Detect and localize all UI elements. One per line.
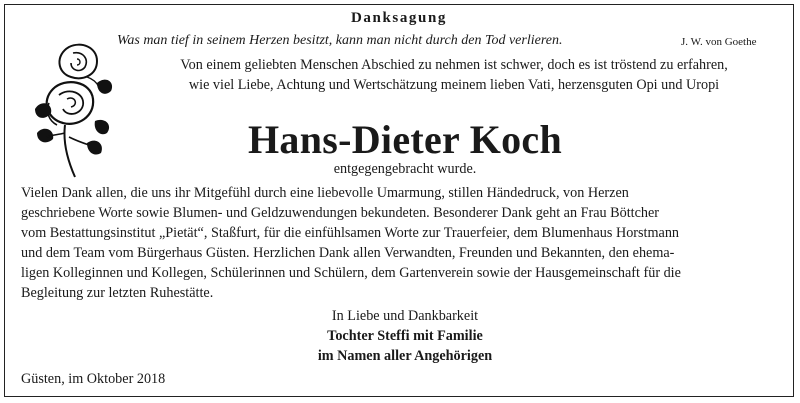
obituary-frame [4, 4, 794, 397]
paragraph-line: und dem Team vom Bürgerhaus Güsten. Herzlichen Dank allen Verwandten, Freunden und Bekannten, den ehema- [21, 245, 675, 261]
goethe-quote: Was man tief in seinem Herzen besitzt, kann man nicht durch den Tod verlieren. [117, 33, 563, 48]
paragraph-line: geschriebene Worte sowie Blumen- und Geldzuwendungen bekundeten. Besonderer Dank geht an Frau Böttcher [21, 205, 660, 221]
paragraph-line: ligen Kolleginnen und Kollegen, Schülerinnen und Schülern, dem Gartenverein sowie der Hausgemeinschaft für die [21, 265, 681, 281]
paragraph-line: vom Bestattungsinstitut „Pietät“, Staßfurt, für die einfühlsamen Worte zur Trauerfeier, dem Blumenhaus Horstmann [21, 225, 680, 241]
paragraph-line: Begleitung zur letzten Ruhestätte. [21, 285, 214, 301]
quote-author: J. W. von Goethe [681, 36, 757, 48]
intro-line: Von einem geliebten Menschen Abschied zu nehmen ist schwer, doch es ist tröstend zu erfahren, [180, 57, 728, 73]
closing-signature [5, 306, 800, 366]
closing-phrase: In Liebe und Dankbarkeit [331, 308, 479, 324]
paragraph-line: Vielen Dank allen, die uns ihr Mitgefühl durch eine liebevolle Umarmung, stillen Händedruck, von Herzen [21, 185, 629, 201]
signatory: Tochter Steffi mit Familie [327, 328, 483, 344]
intro-line: wie viel Liebe, Achtung und Wertschätzung meinem lieben Vati, herzensguten Opi und Uropi [188, 77, 720, 93]
thanks-paragraph [21, 183, 789, 303]
received-line: entgegengebracht wurde. [333, 161, 477, 177]
deceased-name: Hans-Dieter Koch [247, 117, 563, 162]
heading: Danksagung [350, 10, 448, 26]
intro-text [129, 55, 779, 95]
place-date: Güsten, im Oktober 2018 [21, 371, 166, 387]
signatory-note: im Namen aller Angehörigen [317, 348, 493, 364]
